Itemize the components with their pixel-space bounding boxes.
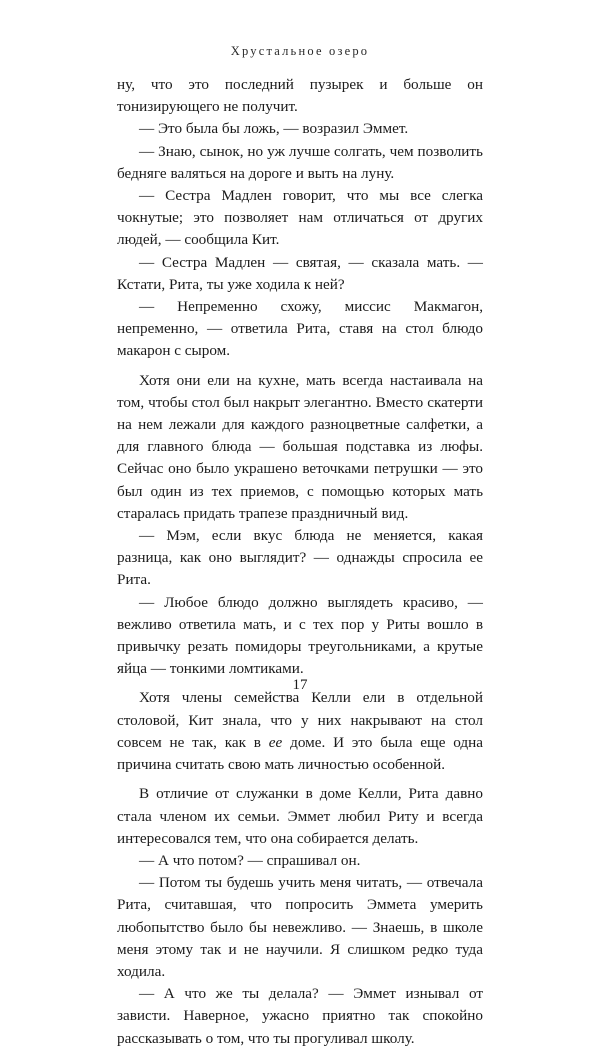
paragraph-10-part-1: Хотя члены семейства Келли ели в отдельной столовой, Кит знала, что у них накрывают на стол совсем не так, как в bbox=[117, 689, 483, 751]
paragraph-9: — Любое блюдо должно выглядеть красиво, — вежливо ответила мать, и с тех пор у Риты вошло в привычку резать помидоры треугольниками, а крутые яйца — тонкими ломтиками. bbox=[117, 593, 483, 678]
running-head: Хрустальное озеро bbox=[230, 44, 370, 58]
page-number: 17 bbox=[292, 677, 308, 693]
paragraph-10-part-2: доме. И это была еще одна причина считать свою мать личностью особенной. bbox=[117, 733, 484, 774]
paragraph-14: — А что же ты делала? — Эммет изнывал от зависти. Наверное, ужасно приятно так спокойно рассказывать о том, что ты прогуливал школу. bbox=[117, 985, 483, 1047]
paragraph-5: — Сестра Мадлен — святая, — сказала мать. — Кстати, Рита, ты уже ходила к ней? bbox=[117, 253, 483, 293]
page-text bbox=[117, 74, 483, 1050]
paragraph-6: — Непременно схожу, миссис Макмагон, непременно, — ответила Рита, ставя на стол блюдо макарон с сыром. bbox=[117, 298, 483, 360]
paragraph-8: — Мэм, если вкус блюда не меняется, какая разница, как оно выглядит? — однажды спросила ее Рита. bbox=[117, 527, 483, 589]
paragraph-7: Хотя они ели на кухне, мать всегда настаивала на том, чтобы стол был накрыт элегантно. Вместо скатерти на нем лежали для каждого разноцветные салфетки, а для главного блюда — большая подставка из люфы. Сейчас оно было украшено веточками петрушки — это был один из тех приемов, с помощью которых мать старалась придать трапезе праздничный вид. bbox=[117, 371, 483, 522]
paragraph-12: — А что потом? — спрашивал он. bbox=[139, 851, 361, 869]
paragraph-11: В отличие от служанки в доме Келли, Рита давно стала членом их семьи. Эммет любил Риту и всегда интересовался тем, что она собирается делать. bbox=[117, 785, 483, 847]
paragraph-10 bbox=[117, 687, 483, 776]
emphasis-word: ее bbox=[268, 733, 283, 751]
paragraph-4: — Сестра Мадлен говорит, что мы все слегка чокнутые; это позволяет нам отличаться от других людей, — сообщила Кит. bbox=[117, 187, 483, 249]
paragraph-1: ну, что это последний пузырек и больше он тонизирующего не получит. bbox=[117, 76, 483, 116]
paragraph-13: — Потом ты будешь учить меня читать, — отвечала Рита, считавшая, что попросить Эммета умерить любопытство было бы невежливо. — Знаешь, в школе меня этому так и не научили. Я слишком редко туда ходила. bbox=[117, 874, 483, 980]
paragraph-3: — Знаю, сынок, но уж лучше солгать, чем позволить бедняге валяться на дороге и выть на луну. bbox=[117, 142, 483, 182]
paragraph-2: — Это была бы ложь, — возразил Эммет. bbox=[139, 120, 409, 138]
